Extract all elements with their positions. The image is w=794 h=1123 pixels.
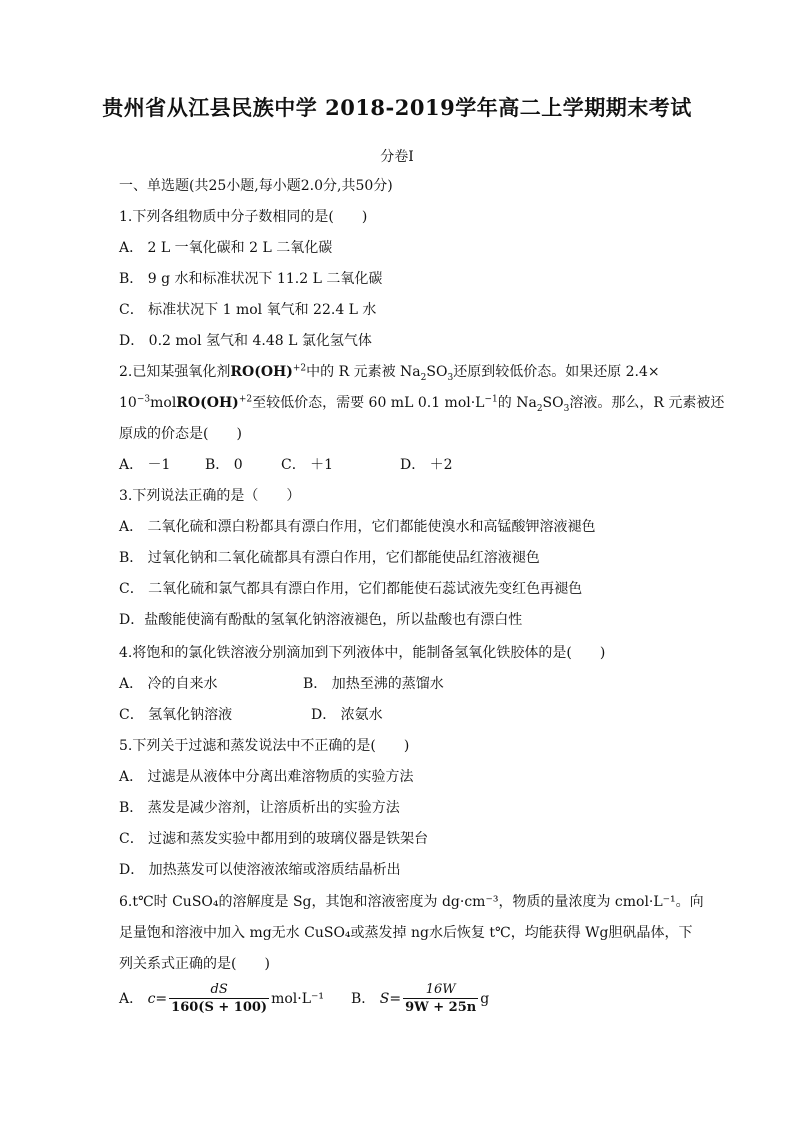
question-2-option-b: B． 0 xyxy=(205,457,243,473)
question-6-option-b: B． S= $\frac{16W}{9W + 25n}$ g xyxy=(351,982,490,1015)
question-2-option-a: A． －1 xyxy=(119,457,171,473)
question-3-stem: 3.下列说法正确的是（ ） xyxy=(119,488,301,504)
question-6-line-3: 列关系式正确的是( ) xyxy=(119,956,270,972)
question-5-option-b: B． 蒸发是减少溶剂，让溶质析出的实验方法 xyxy=(119,800,400,816)
question-4-stem: 4.将饱和的氯化铁溶液分别滴加到下列液体中，能制备氢氧化铁胶体的是( ) xyxy=(119,645,606,661)
question-2-line-1: 2.已知某强氧化剂RO(OH)$^{+2}$中的 R 元素被 $Na_2SO_3$还原到较低价态。如果还原 2.4× xyxy=(119,363,660,383)
section-heading: 一、单选题(共25小题,每小题2.0分,共50分) xyxy=(119,178,393,194)
question-4-option-b: B． 加热至沸的蒸馏水 xyxy=(303,676,444,692)
question-1-option-d: D． 0.2 mol 氢气和 4.48 L 氯化氢气体 xyxy=(119,333,372,349)
question-2-option-d: D． ＋2 xyxy=(400,457,453,473)
fraction: $\frac{16W}{9W + 25n}$ xyxy=(405,982,477,1015)
question-2-line-2: $10^{-3}molRO(OH)^{+2}$至较低价态，需要 60 mL 0.1 $mol\cdot L^{-1}$的 $Na_2SO_3$溶液。那么，R 元素被还 xyxy=(119,394,725,414)
question-1-option-a: A． 2 L 一氧化碳和 2 L 二氧化碳 xyxy=(119,240,333,256)
question-5-option-a: A． 过滤是从液体中分离出难溶物质的实验方法 xyxy=(119,769,414,785)
question-2-option-c: C． ＋1 xyxy=(281,457,334,473)
section-subtitle: 分卷I xyxy=(380,149,414,165)
question-3-option-d: D．盐酸能使滴有酚酞的氢氧化钠溶液褪色，所以盐酸也有漂白性 xyxy=(119,612,523,628)
question-6-option-a: A． c= $\frac{dS}{160(S + 100)}$ mol·L⁻¹ xyxy=(119,982,325,1015)
question-3-option-b: B． 过氧化钠和二氧化硫都具有漂白作用，它们都能使品红溶液褪色 xyxy=(119,550,540,566)
question-3-option-c: C． 二氧化硫和氯气都具有漂白作用，它们都能使石蕊试液先变红色再褪色 xyxy=(119,581,583,597)
question-6-line-2: 足量饱和溶液中加入 mg无水 CuSO₄或蒸发掉 ng水后恢复 t℃，均能获得 Wg胆矾晶体，下 xyxy=(119,925,693,941)
question-1-stem: 1.下列各组物质中分子数相同的是( ) xyxy=(119,209,368,225)
question-4-option-a: A． 冷的自来水 xyxy=(119,676,218,692)
question-1-option-c: C． 标准状况下 1 mol 氧气和 22.4 L 水 xyxy=(119,302,377,318)
question-4-option-d: D． 浓氨水 xyxy=(311,707,383,723)
question-4-option-c: C． 氢氧化钠溶液 xyxy=(119,707,233,723)
fraction: $\frac{dS}{160(S + 100)}$ xyxy=(171,982,268,1015)
page-title: 贵州省从江县民族中学 2018-2019学年高二上学期期末考试 xyxy=(102,95,692,120)
question-3-option-a: A． 二氧化硫和漂白粉都具有漂白作用，它们都能使溴水和高锰酸钾溶液褪色 xyxy=(119,519,596,535)
question-1-option-b: B． 9 g 水和标准状况下 11.2 L 二氧化碳 xyxy=(119,271,383,287)
question-5-stem: 5.下列关于过滤和蒸发说法中不正确的是( ) xyxy=(119,738,410,754)
question-5-option-d: D． 加热蒸发可以使溶液浓缩或溶质结晶析出 xyxy=(119,862,401,878)
question-2-line-3: 原成的价态是( ) xyxy=(119,426,242,442)
question-5-option-c: C． 过滤和蒸发实验中都用到的玻璃仪器是铁架台 xyxy=(119,831,429,847)
question-6-line-1: 6.t℃时 CuSO₄的溶解度是 Sg，其饱和溶液密度为 dg·cm⁻³，物质的量浓度为 cmol·L⁻¹。向 xyxy=(119,894,704,910)
